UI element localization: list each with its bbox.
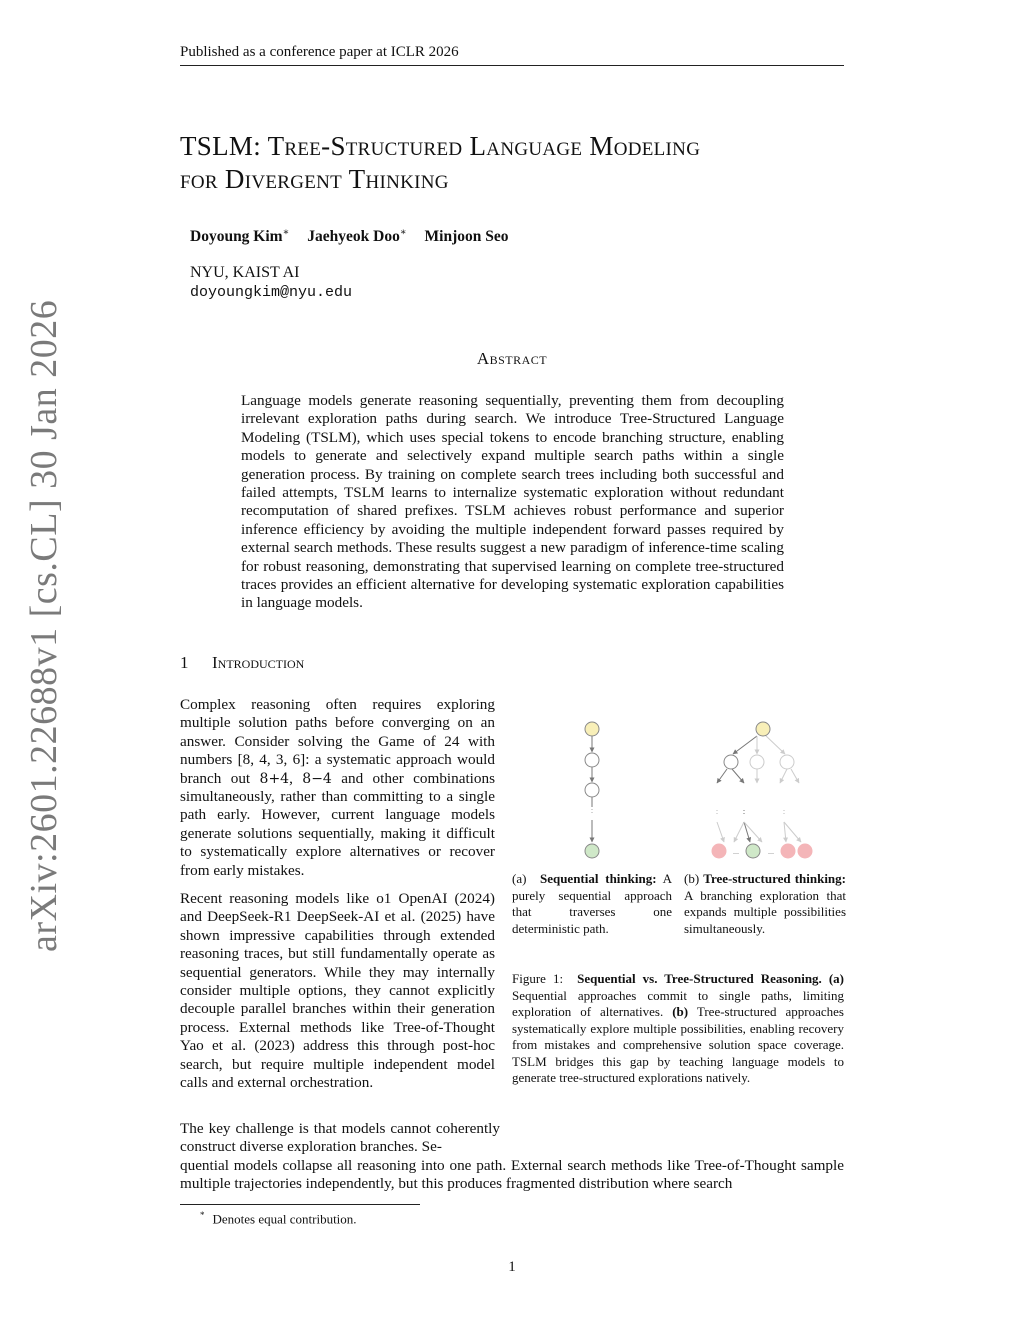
chain-node [585,783,599,797]
root-node [585,722,599,736]
abstract-text: Language models generate reasoning sequentially, preventing them from decoupling irrelevant exploration paths during search. We introduce Tree-Structured Language Modeling (TSLM), which uses special tokens to encode branching structure, enabling models to generate and selectively expand multiple search paths within a single generation process. By training on complete search trees including both successful and failed attempts, TSLM learns to internalize systematic exploration without redundant recomputation of shared prefixes. TSLM achieves robust performance and superior inference efficiency by avoiding the multiple independent forward passes required by external search methods. These results suggest a new paradigm of inference-time scaling for robust reasoning, demonstrating that supervised learning on complete tree-structured traces provides an efficient alternative for developing systematic exploration capabilities in language models. [241,392,784,612]
success-node [585,844,599,858]
tree-node [724,755,738,769]
author-list [190,227,522,246]
intro-paragraph-3-start: The key challenge is that models cannot coherently construct diverse exploration branches. Se- [180,1120,500,1156]
sequential-chain [585,722,599,858]
fail-node [798,844,812,858]
fail-node [712,844,726,858]
author: Jaehyeok Doo∗ [307,227,407,246]
paper-title [180,130,860,196]
title-line-1: TSLM: Tree-Structured Language Modeling [180,131,701,161]
footnote-rule [180,1204,420,1205]
author: Doyoung Kim∗ [190,227,290,246]
abstract-heading: Abstract [476,349,548,368]
success-node [746,844,760,858]
figure-1-diagram [512,712,846,862]
math-expr: 8+4 [259,770,290,787]
author: Minjoon Seo [424,228,509,246]
math-expr: 8−4 [302,770,332,787]
tree-node [780,755,794,769]
affiliation: NYU, KAIST AI [190,264,300,281]
footnote: * Denotes equal contribution. [200,1210,357,1227]
ellipsis-label: ... [733,847,739,856]
intro-paragraph-2: Recent reasoning models like o1 OpenAI (2024) and DeepSeek-R1 DeepSeek-AI et al. (2025) have shown impressive capabilities through extended reasoning traces, but still fundamentally operate as sequential generators. While they may internally consider multiple options, they cannot explicitly decouple parallel branches within their generation process. External methods like Tree-of-Thought Yao et al. (2023) address this through post-hoc search, but require multiple independent model calls and external orchestration. [180,890,495,1092]
page-number: 1 [508,1259,516,1275]
root-node [756,722,770,736]
author-email: doyoungkim@nyu.edu [190,284,353,301]
title-line-2: for Divergent Thinking [180,164,449,194]
chain-node [585,753,599,767]
header-rule [180,65,844,66]
figure-1-caption: Figure 1: Sequential vs. Tree-Structured Reasoning. (a) Sequential approaches commit to single paths, limiting exploration of alternatives. (b) Tree-structured approaches systematically explore multiple possibilities, enabling recovery from mistakes and comprehensive solution space coverage. TSLM bridges this gap by teaching language models to generate tree-structured explorations natively. [512,971,844,1085]
section-heading [180,653,304,673]
section-number: 1 [180,653,189,672]
running-header: Published as a conference paper at ICLR 2026 [180,44,459,60]
subcaption-a: (a) Sequential thinking: A purely sequential approach that traverses one deterministic path. [512,871,672,936]
subcaption-b: (b) Tree-structured thinking: A branching exploration that expands multiple possibilities simultaneously. [684,871,846,936]
ellipsis-label: ... [768,847,774,856]
tree-node [750,755,764,769]
intro-paragraph-1: Complex reasoning often requires exploring multiple solution paths before converging on an answer. Consider solving the Game of 24 with numbers [8, 4, 3, 6]: a systematic approach would branch out 8+4, 8−4 and other combinations simultaneously, rather than committing to a single path early. However, current language models generate solutions sequentially, making it difficult to systematically explore alternatives or recover from early mistakes. [180,696,495,879]
arxiv-stamp: arXiv:2601.22688v1 [cs.CL] 30 Jan 2026 [23,299,65,952]
tree-structure [712,722,812,858]
fail-node [781,844,795,858]
section-title: Introduction [212,653,305,672]
intro-paragraph-3-cont: quential models collapse all reasoning into one path. External search methods like Tree-of-Thought sample multiple trajectories independently, but this produces fragmented distribution where search [180,1157,844,1193]
